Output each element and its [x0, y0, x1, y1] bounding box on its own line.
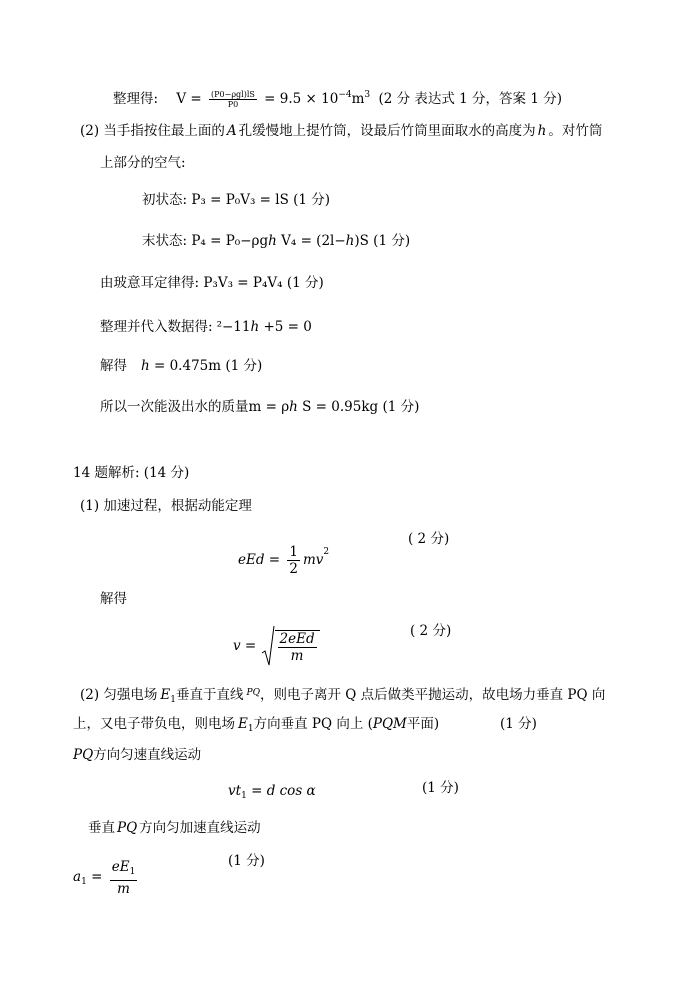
symbol-PQ: PQ [117, 820, 138, 836]
symbol-E-sub: 1 [247, 724, 254, 734]
boyle-law-line: 由玻意耳定律得: P₃V₃ = P₄V₄ (1 分) [100, 275, 324, 291]
p3-score: (1 分) [500, 716, 537, 732]
initial-state: 初状态: P₃ = P₀V₃ = lS (1 分) [142, 192, 331, 208]
text-part2c: 。对竹筒 [548, 123, 603, 139]
eq3-a: vt [228, 783, 242, 799]
eq4-num-text: eE [111, 858, 130, 875]
final-state-b: V₄ = (2l− [276, 233, 346, 249]
volume-fraction [209, 90, 257, 109]
p2-b: 垂直于直线 [176, 687, 244, 703]
accel-motion-line [88, 819, 261, 837]
label-zhengli: 整理得: [113, 91, 159, 107]
p3-a: 上，又电子带负电，则电场 [73, 716, 235, 732]
part2-text-line2 [73, 715, 439, 738]
eq2-score: ( 2 分) [410, 623, 452, 639]
eq1-score: ( 2 分) [408, 531, 450, 547]
section-14-title: 14 题解析: (14 分) [73, 465, 190, 481]
acceleration-equation [73, 856, 140, 898]
eq3-b: = d cos α [246, 783, 316, 799]
eq1-den: 2 [289, 561, 298, 577]
eq1-lhs: eEd = [238, 552, 281, 568]
unit-exponent: 3 [364, 90, 371, 100]
mass-value: S = 0.95kg (1 分) [297, 399, 420, 415]
final-state-c: )S (1 分) [354, 233, 411, 249]
eq1-exp: 2 [323, 547, 330, 557]
p2-c: ，则电子离开 Q 点后做类平抛运动，故电场力垂直 PQ 向 [259, 687, 606, 703]
eq1-num: 1 [289, 544, 298, 560]
equation-part: ²−11 [216, 319, 251, 335]
solve-label: 解得 [100, 358, 127, 374]
kinetic-energy-equation [238, 532, 330, 577]
eq2-num: 2eEd [279, 630, 315, 647]
part2-text-line1 [80, 684, 605, 709]
symbol-h: h [141, 358, 150, 374]
volume-unit: m [351, 91, 365, 107]
fraction-denominator: P0 [227, 100, 239, 109]
part2-line1 [80, 122, 602, 140]
p4-text: 方向匀速直线运动 [93, 747, 202, 763]
eq1-rhs: mv [302, 552, 324, 568]
volume-value: = 9.5 × 10 [264, 91, 339, 107]
p2-a: (2) 匀强电场 [80, 687, 158, 703]
final-state [142, 232, 410, 250]
symbol-h: h [537, 123, 547, 139]
eq3-sub: 1 [241, 791, 247, 801]
volume-symbol: V = [176, 91, 202, 107]
eq2-fraction [278, 631, 317, 664]
eq4-num-sub: 1 [129, 866, 136, 877]
line-volume-result [113, 86, 562, 109]
symbol-PQM: PQM [372, 716, 407, 732]
symbol-h: h [250, 319, 260, 335]
part2-line2: 上部分的空气: [100, 155, 186, 171]
volume-exponent: −4 [338, 90, 352, 100]
equation-label: 整理并代入数据得: [100, 319, 213, 335]
velocity-equation [233, 624, 320, 668]
symbol-h: h [289, 399, 298, 415]
solve-value: = 0.475m (1 分) [149, 358, 263, 374]
eq4-sub: 1 [81, 877, 87, 887]
final-state-a: 末状态: P₄ = P₀−ρg [142, 233, 269, 249]
symbol-E: E [160, 687, 171, 703]
symbol-PQ: PQ [246, 688, 260, 698]
symbol-E-sub: 1 [170, 695, 177, 705]
eq4-fraction [110, 859, 138, 897]
eq4-eq: = [86, 869, 103, 885]
symbol-h: h [345, 233, 355, 249]
p5-score: (1 分) [228, 853, 265, 869]
eq1-fraction [287, 544, 300, 577]
eq2-lhs: v = [233, 638, 257, 654]
mass-result [100, 398, 419, 416]
symbol-A: A [226, 123, 237, 139]
equation-line [100, 318, 312, 336]
p5-a: 垂直 [88, 820, 115, 836]
radical-sign-icon [261, 625, 275, 667]
symbol-E: E [238, 716, 248, 732]
eq4-num [110, 859, 138, 881]
fraction-numerator: (P0−ρgl)lS [211, 90, 255, 99]
mass-text: 所以一次能汲出水的质量m = ρ [100, 399, 290, 415]
p3-b: 方向垂直 PQ 向上 ( [253, 716, 373, 732]
eq4-a: a [73, 869, 82, 885]
solution-h [100, 357, 262, 375]
eq4-den: m [117, 880, 130, 897]
p3-c: 平面) [406, 716, 440, 732]
eq3-score: (1 分) [422, 780, 459, 796]
eq2-den: m [290, 647, 304, 664]
p5-b: 方向匀加速直线运动 [139, 820, 261, 836]
text-part2b: 孔缓慢地上提竹筒，设最后竹筒里面取水的高度为 [238, 123, 536, 139]
displacement-equation [228, 782, 316, 805]
sqrt-body [275, 630, 320, 664]
symbol-PQ: PQ [73, 747, 94, 763]
solve-label-14: 解得 [100, 591, 127, 607]
equation-rest: +5 = 0 [259, 319, 312, 335]
sqrt-symbol [261, 625, 320, 669]
uniform-motion-line [73, 746, 201, 764]
score-note: (2 分 表达式 1 分，答案 1 分) [378, 91, 562, 107]
part1-intro: (1) 加速过程，根据动能定理 [80, 498, 252, 514]
text-part2: (2) 当手指按住最上面的 [80, 123, 225, 139]
symbol-h: h [268, 233, 277, 249]
